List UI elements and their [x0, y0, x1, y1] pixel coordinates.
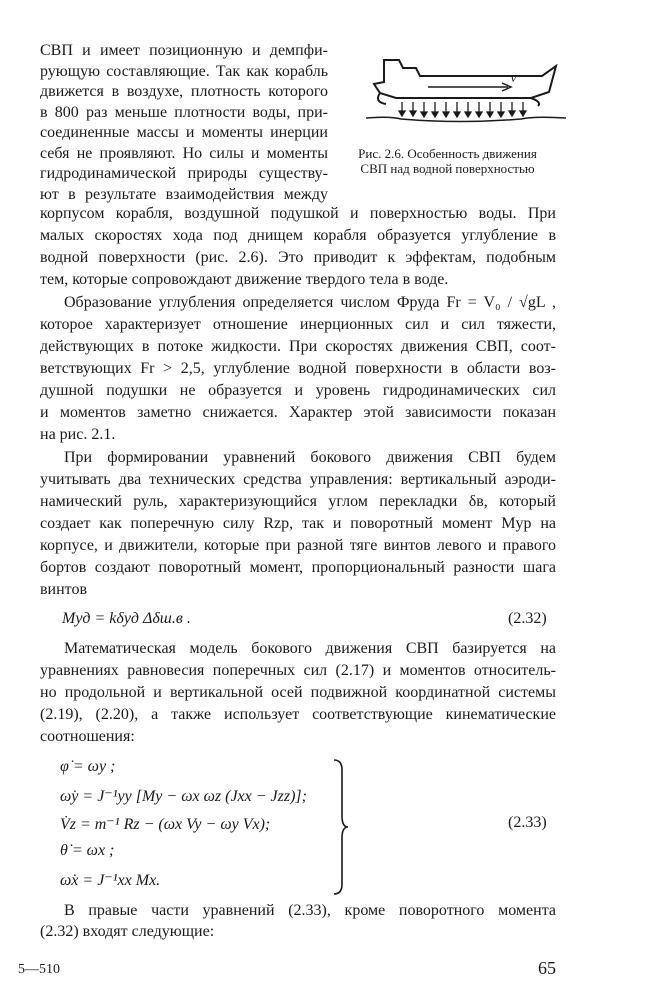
right-brace: [330, 758, 350, 896]
text-line: (2.19), (2.20), а также использует соответствующие кинематические: [40, 706, 556, 723]
text-line: Образование углубления определяется числом Фруда Fr = V₀ / √gL ,: [64, 294, 556, 311]
hull-outline: [374, 60, 556, 98]
text-line: но продольной и вертикальной осей подвижной координатной системы: [40, 684, 556, 701]
text-line: на рис. 2.1.: [40, 426, 116, 443]
text-line: винтов: [40, 581, 88, 598]
skirt-right: [531, 98, 539, 106]
text-line: уравнениях равновесия поперечных сил (2.17) и моментов относитель-: [40, 662, 556, 679]
text-line: корпусом корабля, воздушной подушкой и поверхностью воды. При: [40, 205, 556, 222]
text-line: бортов создают поворотный момент, пропорциональный разности шага: [40, 559, 556, 576]
signature-mark: 5—510: [18, 962, 60, 977]
text-line: душной подушки не образуется и уровень гидродинамических сил: [40, 382, 556, 399]
text-line: намический руль, характеризующийся углом перекладки δв, который: [40, 493, 556, 510]
text-line: малых скоростях хода под днищем корабля образуется углубление в: [40, 227, 556, 244]
text-line: себя не проявляют. Но силы и моменты: [40, 144, 328, 162]
text-line: которое характеризует отношение инерционных сил и сил тяжести,: [40, 316, 556, 333]
equation-line: φ̇ = ωy ;: [60, 758, 116, 775]
equation-number: (2.33): [508, 814, 547, 831]
text-line: Математическая модель бокового движения СВП базируется на: [64, 640, 556, 657]
text-line: в 800 раз меньше плотности воды, при-: [40, 103, 328, 121]
text-line: создает как поперечную силу Rzр, так и поворотный момент Mуp на: [40, 515, 556, 532]
equation-line: ω̇x = J⁻¹xx Mx.: [60, 872, 161, 889]
equation-line: ω̇y = J⁻¹yy [My − ωx ωz (Jxx − Jzz)];: [60, 788, 307, 805]
equation-line: θ̇ = ωx ;: [60, 842, 115, 859]
air-cushion-arrows: [399, 102, 526, 117]
equation-number: (2.32): [508, 610, 547, 627]
text-line: действующих в потоке жидкости. При скоростях движения СВП, соот-: [40, 338, 556, 355]
page-number: 65: [538, 958, 556, 978]
text-line: В правые части уравнений (2.33), кроме поворотного момента: [64, 902, 556, 919]
text-line: рующую составляющие. Так как корабль: [40, 62, 328, 80]
equation-2-32: Mуд = kδуд Δδш.в .: [62, 610, 191, 627]
text-line: учитывать два технических средства управления: вертикальный аэроди-: [40, 471, 556, 488]
text-line: ветствующих Fr > 2,5, углубление водной поверхности в области воз-: [40, 360, 556, 377]
text-line: корпусе, и движители, которые при разной тяге винтов левого и правого: [40, 537, 556, 554]
velocity-label: V: [510, 73, 517, 85]
equation-line: V̇z = m⁻¹ Rz − (ωx Vy − ωy Vx);: [60, 816, 271, 833]
text-line: ют в результате взаимодействия между: [40, 185, 328, 203]
text-line: водной поверхности (рис. 2.6). Это приводит к эффектам, подобным: [40, 249, 556, 266]
water-surface: [366, 117, 566, 121]
text-line: При формировании уравнений бокового движения СВП будем: [64, 449, 556, 466]
hovercraft-figure: [366, 54, 566, 126]
text-line: гидродинамической природы существу-: [40, 165, 328, 182]
text-line: СВП и имеет позиционную и демпфи-: [40, 42, 328, 59]
figure-caption-line: Рис. 2.6. Особенность движения: [358, 146, 537, 161]
text-line: соединенные массы и моменты инерции: [40, 124, 328, 141]
text-line: движется в воздухе, плотность которого: [40, 83, 328, 100]
text-line: (2.32) входят следующие:: [40, 923, 215, 940]
text-line: соотношения:: [40, 728, 135, 745]
text-line: и моментов заметно снижается. Характер этой зависимости показан: [40, 404, 556, 421]
text-line: тем, которые сопровождают движение твердого тела в воде.: [40, 271, 449, 288]
figure-caption-line: СВП над водной поверхностью: [360, 161, 535, 176]
